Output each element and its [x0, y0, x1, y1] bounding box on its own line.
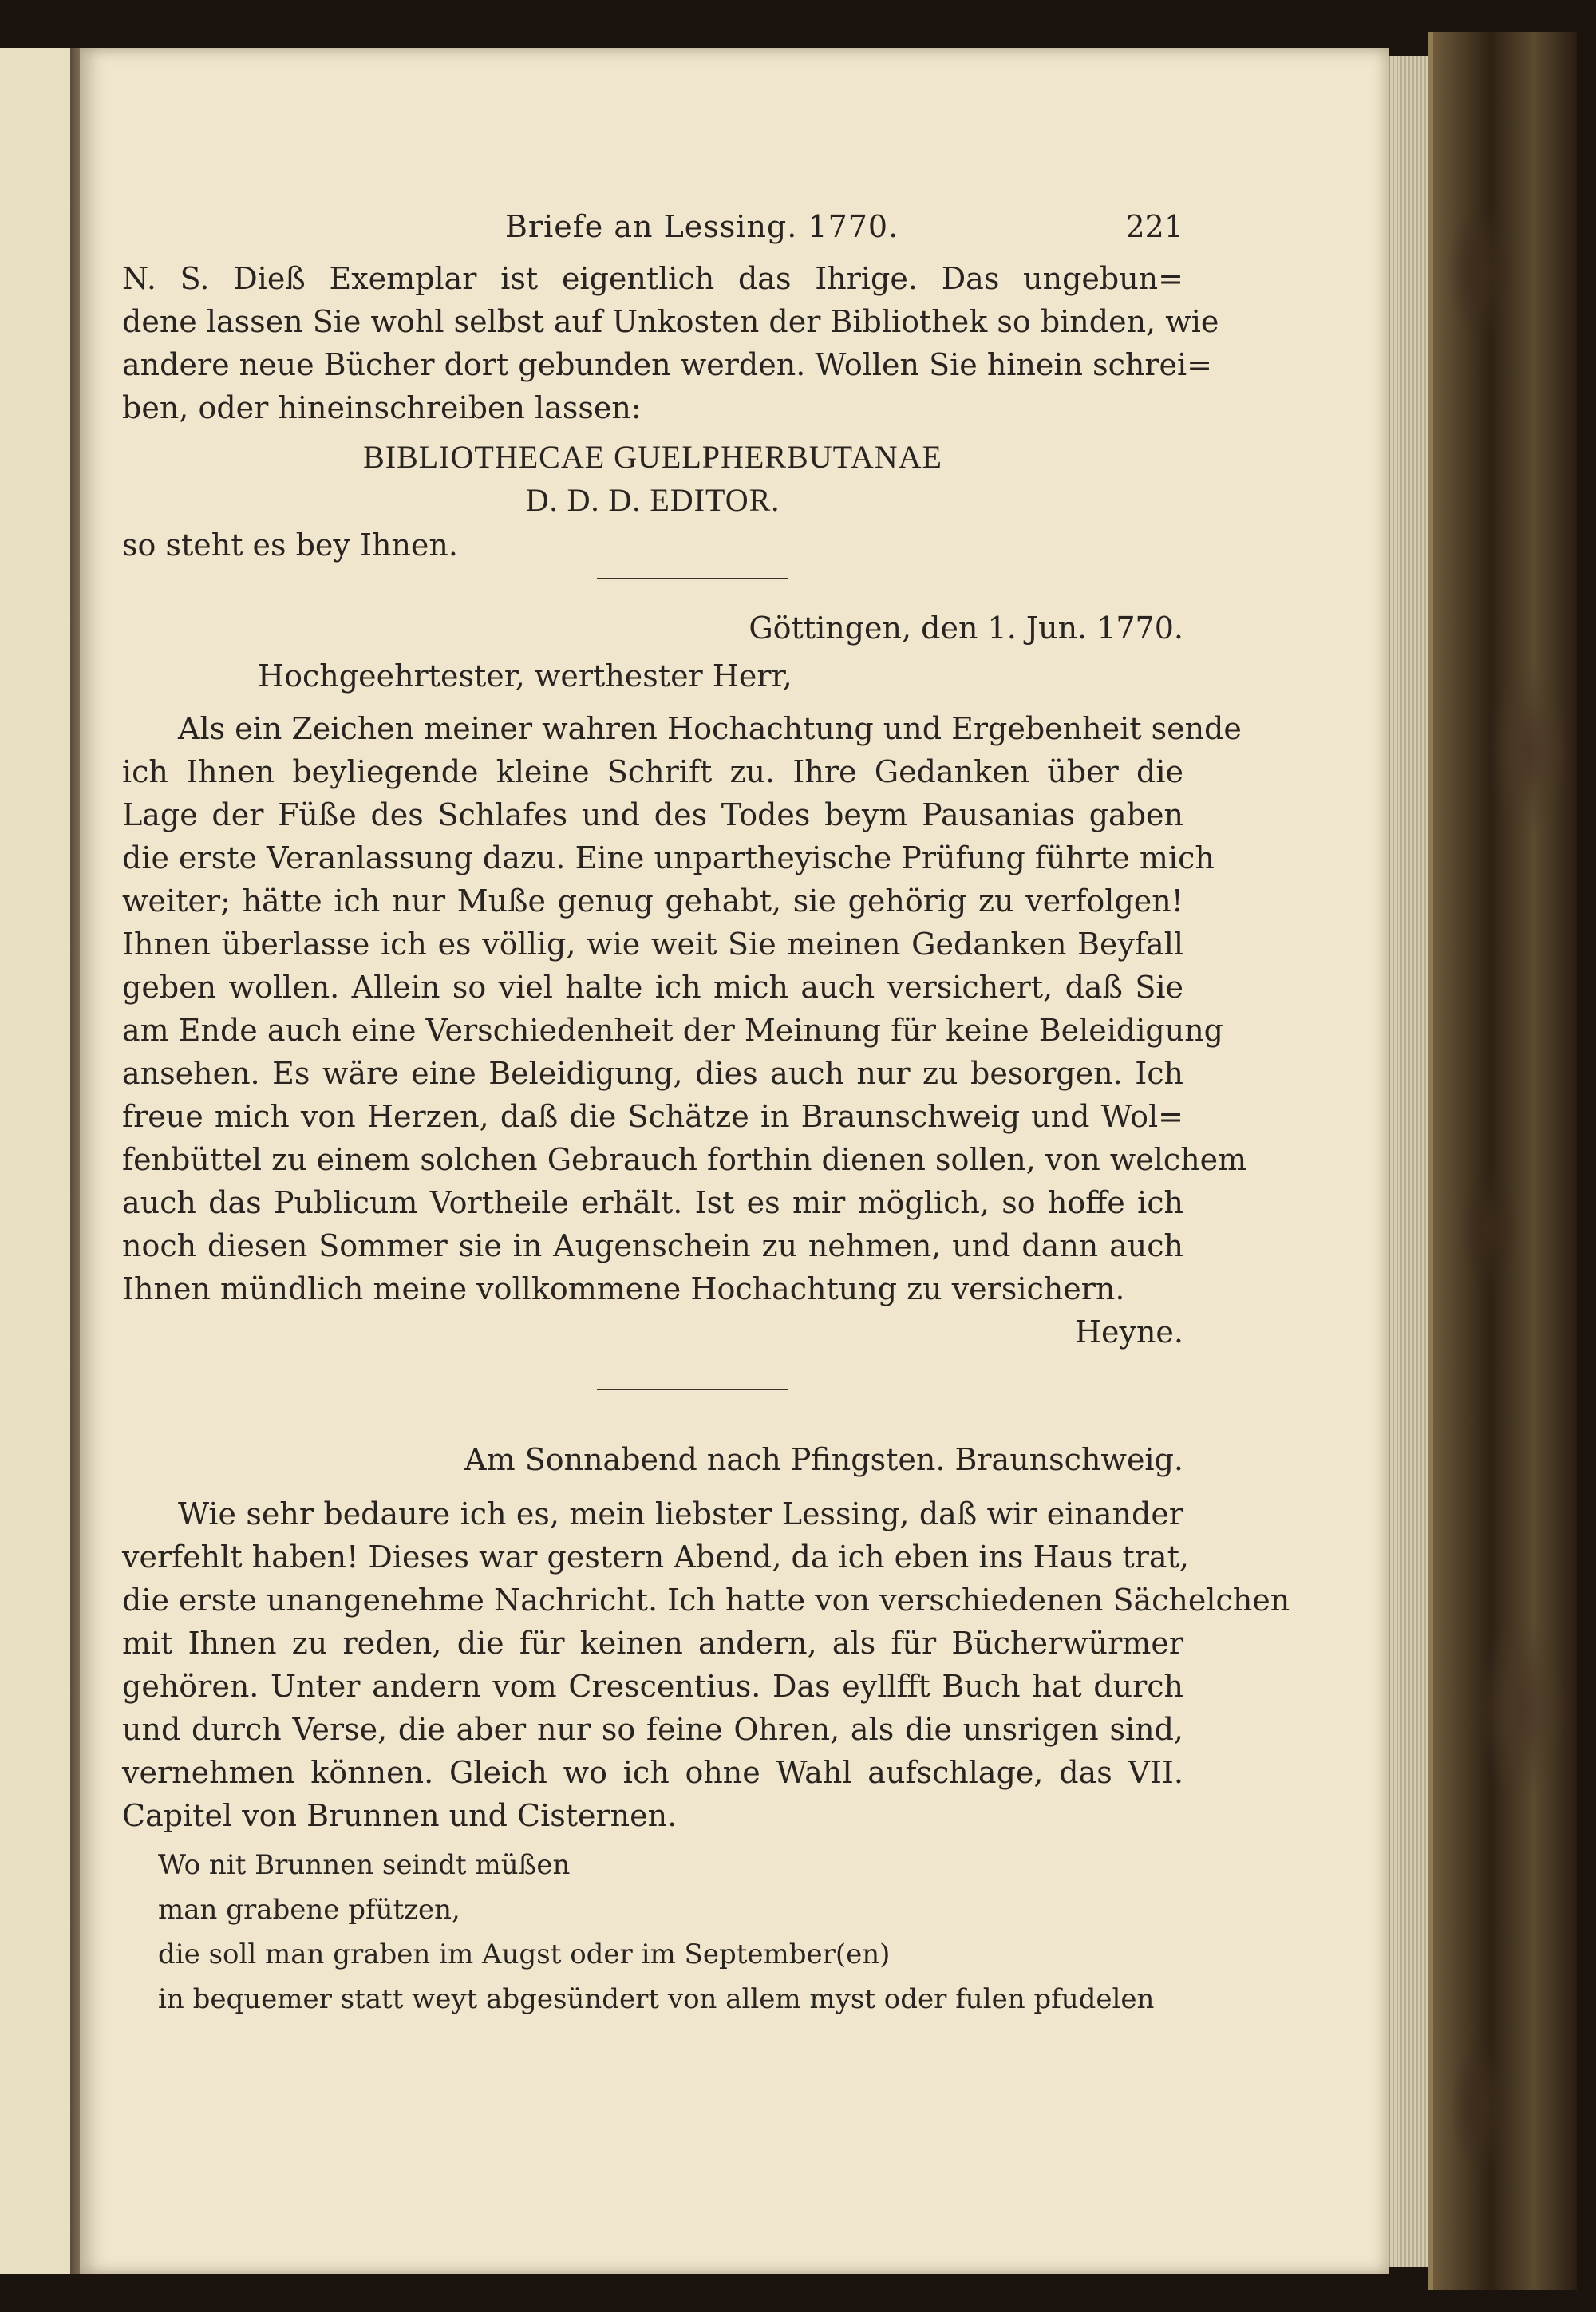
letter1-line: dene lassen Sie wohl selbst auf Unkosten der Bibliothek so binden, wie — [122, 304, 1219, 339]
letter2-salutation: Hochgeehrtester, werthester Herr, — [258, 658, 792, 694]
letter3-line: vernehmen können. Gleich wo ich ohne Wahl aufschlage, das VII. — [122, 1755, 1183, 1790]
letter2-line: freue mich von Herzen, daß die Schätze in Braunschweig und Wol= — [122, 1099, 1183, 1134]
page-number: 221 — [1125, 209, 1183, 244]
letter2-line: ansehen. Es wäre eine Beleidigung, dies auch nur zu besorgen. Ich — [122, 1056, 1183, 1091]
letter3-line: und durch Verse, die aber nur so feine Ohren, als die unsrigen sind, — [122, 1712, 1183, 1747]
letter3-line: Wie sehr bedaure ich es, mein liebster Lessing, daß wir einander — [178, 1496, 1183, 1531]
letter2-line: auch das Publicum Vortheile erhält. Ist es mir möglich, so hoffe ich — [122, 1185, 1183, 1220]
inscription-line-2: D. D. D. EDITOR. — [525, 482, 780, 518]
letter3-line: gehören. Unter andern vom Crescentius. Das eyllfft Buch hat durch — [122, 1669, 1183, 1704]
separator-rule — [597, 578, 788, 579]
letter2-line: die erste Veranlassung dazu. Eine unpartheyische Prüfung führte mich — [122, 840, 1215, 875]
letter2-line: Als ein Zeichen meiner wahren Hochachtung und Ergebenheit sende — [178, 711, 1242, 746]
letter2-line: geben wollen. Allein so viel halte ich mich auch versichert, daß Sie — [122, 970, 1183, 1005]
running-title: Briefe an Lessing. 1770. — [505, 209, 899, 244]
letter2-dateline: Göttingen, den 1. Jun. 1770. — [749, 611, 1183, 646]
letter1-line: N. S. Dieß Exemplar ist eigentlich das Ihrige. Das ungebun= — [122, 261, 1183, 296]
letter2-signature: Heyne. — [1074, 1314, 1183, 1350]
separator-rule — [597, 1389, 788, 1390]
letter1-line: andere neue Bücher dort gebunden werden. Wollen Sie hinein schrei= — [122, 347, 1213, 382]
page-stack-edge — [1389, 56, 1430, 2267]
inscription-line-1: BIBLIOTHECAE GUELPHERBUTANAE — [363, 439, 942, 475]
running-header — [122, 209, 1183, 249]
verse-line: man grabene pfützen, — [158, 1894, 460, 1926]
letter3-line: verfehlt haben! Dieses war gestern Abend, da ich eben ins Haus trat, — [122, 1539, 1189, 1575]
letter3-line: die erste unangenehme Nachricht. Ich hatte von verschiedenen Sächelchen — [122, 1583, 1290, 1618]
letter2-line: am Ende auch eine Verschiedenheit der Meinung für keine Beleidigung — [122, 1013, 1223, 1048]
letter2-line: Lage der Füße des Schlafes und des Todes beym Pausanias gaben — [122, 797, 1183, 832]
letter2-line: noch diesen Sommer sie in Augenschein zu nehmen, und dann auch — [122, 1228, 1183, 1263]
verse-line: Wo nit Brunnen seindt müßen — [158, 1849, 571, 1881]
verse-line: die soll man graben im Augst oder im September(en) — [158, 1939, 891, 1970]
letter2-line: fenbüttel zu einem solchen Gebrauch forthin dienen sollen, von welchem — [122, 1142, 1247, 1177]
marbled-cover — [1428, 32, 1577, 2290]
letter1-closing: so steht es bey Ihnen. — [122, 528, 458, 563]
left-page-edge — [0, 48, 78, 2274]
letter1-line: ben, oder hineinschreiben lassen: — [122, 390, 642, 425]
letter2-line: Ihnen mündlich meine vollkommene Hochachtung zu versichern. — [122, 1271, 1125, 1306]
letter3-line: Capitel von Brunnen und Cisternen. — [122, 1798, 678, 1833]
letter2-line: Ihnen überlasse ich es völlig, wie weit Sie meinen Gedanken Beyfall — [122, 927, 1183, 962]
letter2-line: ich Ihnen beyliegende kleine Schrift zu. Ihre Gedanken über die — [122, 754, 1183, 789]
verse-line: in bequemer statt weyt abgesündert von allem myst oder fulen pfudelen — [158, 1983, 1155, 2015]
letter3-dateline: Am Sonnabend nach Pfingsten. Braunschweig. — [464, 1442, 1183, 1477]
letter2-line: weiter; hätte ich nur Muße genug gehabt, sie gehörig zu verfolgen! — [122, 883, 1183, 919]
letter3-line: mit Ihnen zu reden, die für keinen andern, als für Bücherwürmer — [122, 1626, 1183, 1661]
